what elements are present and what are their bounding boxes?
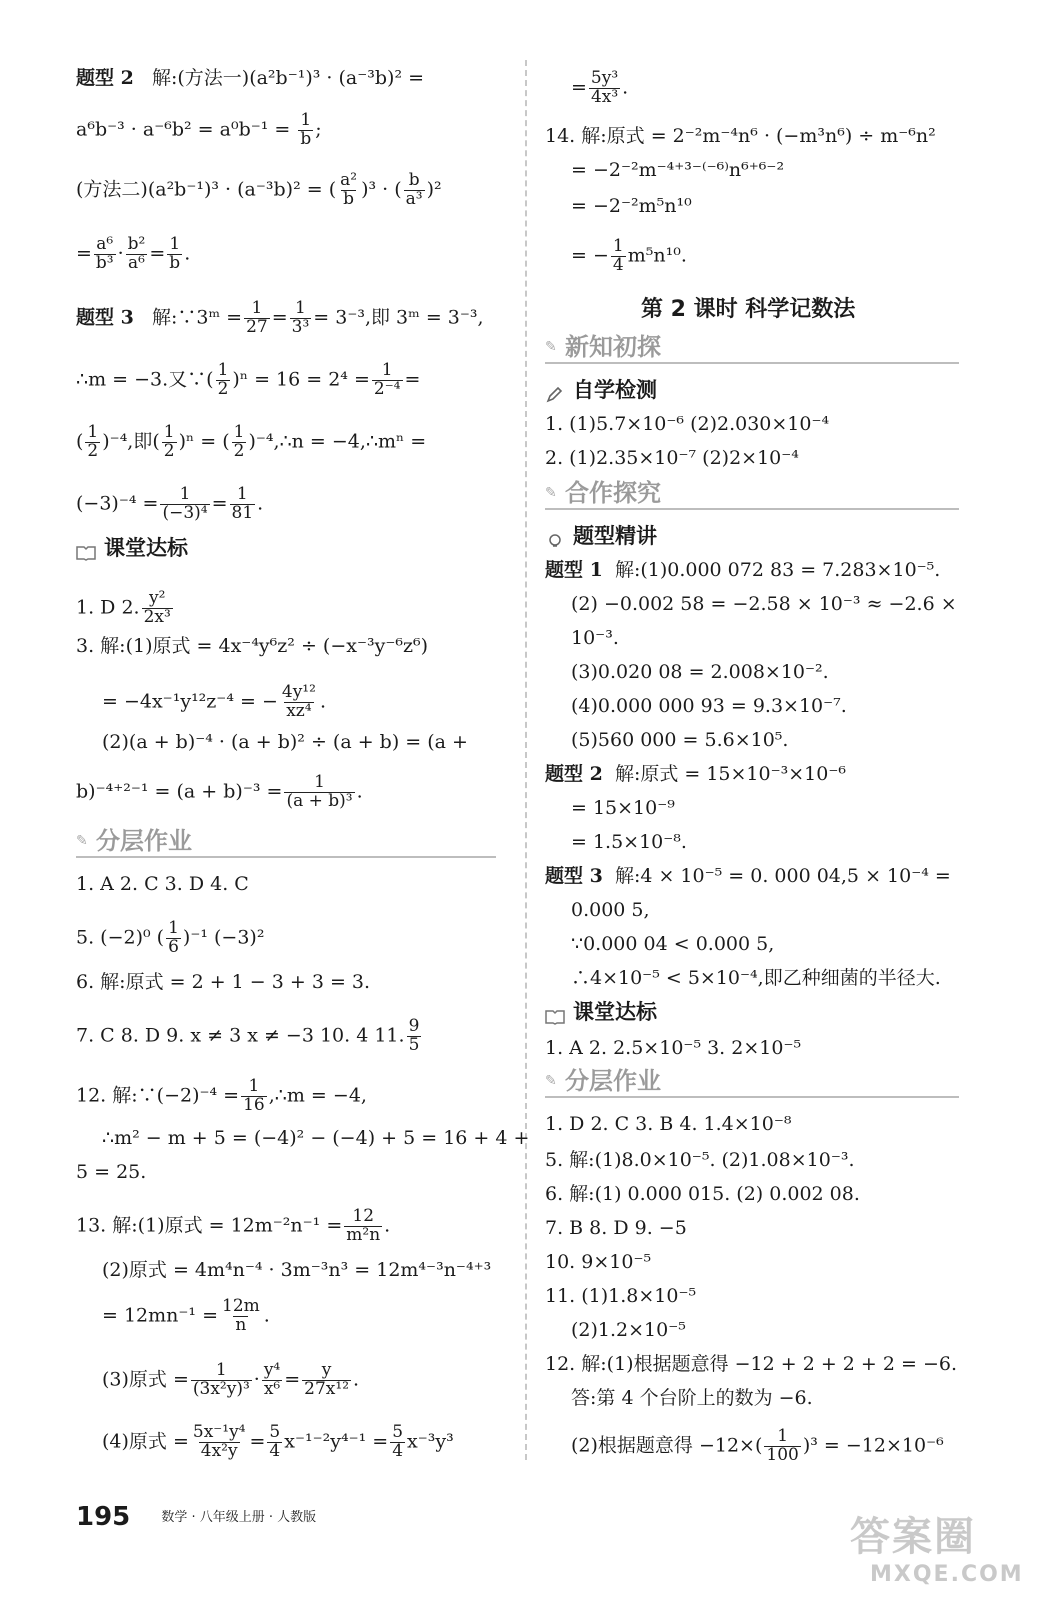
section-heading-tixing: 题型精讲 xyxy=(545,522,657,550)
answer-line: (4)0.000 000 93 = 9.3×10⁻⁷. xyxy=(571,695,847,717)
solution-text: a⁶b⁻³ · a⁻⁶b² = a⁰b⁻¹ = xyxy=(76,118,291,141)
answer-line: 答:第 4 个台阶上的数为 −6. xyxy=(571,1387,813,1409)
answer-line: (3)原式 = $\frac{1}{\text{(3x²y)³}}$ · $\frac{\text{y⁴}}{\text{x⁶}}$ = $\frac{y}{\text{27x¹²}}$ . xyxy=(102,1360,360,1399)
answer-line: 6. 解:原式 = 2 + 1 − 3 + 3 = 3. xyxy=(76,971,371,993)
section-heading-zixue: 自学检测 xyxy=(545,376,657,404)
pen-icon xyxy=(545,382,565,398)
answer-line: (3)0.020 08 = 2.008×10⁻². xyxy=(571,661,829,683)
book-subject: 数学 · 八年级上册 · 人教版 xyxy=(161,1510,317,1525)
answer-line: = 1.5×10⁻⁸. xyxy=(571,831,687,853)
answer-line: = 15×10⁻⁹ xyxy=(571,797,675,819)
fraction: $\frac{1}{2}$ xyxy=(163,422,175,461)
answer-line: 6. 解:(1) 0.000 015. (2) 0.002 08. xyxy=(545,1183,860,1205)
answer-line: 10⁻³. xyxy=(571,627,619,649)
answer-line: ∴4×10⁻⁵ < 5×10⁻⁴,即乙种细菌的半径大. xyxy=(571,967,941,989)
answer-line: 13. 解:(1)原式 = 12m⁻²n⁻¹ = $\frac{12}{\text{m²n}}$ . xyxy=(76,1206,391,1245)
fraction: $\frac{1}{4}$ xyxy=(612,236,624,275)
answer-line: (2)原式 = 4m⁴n⁻⁴ · 3m⁻³n³ = 12m⁴⁻³n⁻⁴⁺³ xyxy=(102,1259,492,1281)
answer-line: 3. 解:(1)原式 = 4x⁻⁴y⁶z² ÷ (−x⁻³y⁻⁶z⁶) xyxy=(76,635,429,657)
answer-line: 0.000 5, xyxy=(571,899,650,921)
answer-line: = 12mn⁻¹ = $\frac{12m}{n}$ . xyxy=(102,1296,270,1335)
book-icon xyxy=(76,540,96,556)
answer-line: (5)560 000 = 5.6×10⁵. xyxy=(571,729,789,751)
answer-line: 5. (−2)⁰ ( $\frac{1}{6}$ )⁻¹ (−3)² xyxy=(76,918,265,957)
fraction: $\frac{12}{\text{m²n}}$ xyxy=(346,1206,381,1245)
answer-line: 7. B 8. D 9. −5 xyxy=(545,1217,687,1239)
fraction: $\frac{5}{4}$ xyxy=(269,1422,281,1461)
fraction: $\frac{1}{16}$ xyxy=(243,1076,265,1115)
watermark xyxy=(850,1505,1024,1587)
fraction: $\frac{1}{\text{2⁻⁴}}$ xyxy=(373,360,401,399)
fraction: $\frac{1}{\text{(a + b)³}}$ xyxy=(286,772,353,811)
lesson-title: 第 2 课时 科学记数法 xyxy=(641,297,856,322)
answer-line: 题型 2 解:原式 = 15×10⁻³×10⁻⁶ xyxy=(545,763,846,785)
section-heading-fenceng: ✎ 分层作业 xyxy=(76,826,496,858)
pencil-icon: ✎ xyxy=(545,485,557,501)
fraction: $\frac{1}{\text{(−3)⁴}}$ xyxy=(162,484,208,523)
fraction: $\frac{1}{\text{3³}}$ xyxy=(291,298,310,337)
bulb-icon xyxy=(545,528,565,544)
answer-line: 题型 3 解:∵3ᵐ = $\frac{1}{27}$ = $\frac{1}{\text{3³}}$ = 3⁻³,即 3ᵐ = 3⁻³, xyxy=(76,298,484,337)
page-number: 195 xyxy=(76,1502,131,1532)
section-heading-ketang: 课堂达标 xyxy=(76,534,188,562)
fraction: $\frac{b}{\text{a³}}$ xyxy=(405,170,423,209)
section-heading-fenceng: ✎ 分层作业 xyxy=(545,1066,959,1098)
answer-line: (2)(a + b)⁻⁴ · (a + b)² ÷ (a + b) = (a + xyxy=(102,731,468,753)
page-footer xyxy=(76,1502,316,1532)
solution-text: 解:(方法一)(a²b⁻¹)³ · (a⁻³b)² = xyxy=(151,67,425,89)
watermark-url: MXQE.COM xyxy=(870,1562,1024,1587)
watermark-logo-text: 答案圈 xyxy=(850,1514,976,1560)
answer-line: ∵0.000 04 < 0.000 5, xyxy=(571,933,775,955)
fraction: $\frac{\text{5y³}}{\text{4x³}}$ xyxy=(590,68,619,107)
question-type-label: 题型 2 xyxy=(545,763,603,785)
answer-line: a⁶b⁻³ · a⁻⁶b² = a⁰b⁻¹ = $\frac{1}{b}$ ; xyxy=(76,110,322,149)
book-icon xyxy=(545,1004,565,1020)
section-heading-xinzhi: ✎ 新知初探 xyxy=(545,332,959,364)
fraction: $\frac{1}{2}$ xyxy=(87,422,99,461)
fraction: $\frac{\text{5x⁻¹y⁴}}{\text{4x²y}}$ xyxy=(192,1422,246,1461)
fraction: $\frac{1}{81}$ xyxy=(231,484,254,523)
answer-line: 1. A 2. C 3. D 4. C xyxy=(76,873,249,895)
fraction: $\frac{1}{2}$ xyxy=(233,422,245,461)
answer-line: (2) −0.002 58 = −2.58 × 10⁻³ ≈ −2.6 × xyxy=(571,593,957,615)
answer-line: = −4x⁻¹y¹²z⁻⁴ = − $\frac{\text{4y¹²}}{\text{xz⁴}}$ . xyxy=(102,682,326,721)
answer-line: b)⁻⁴⁺²⁻¹ = (a + b)⁻³ = $\frac{1}{\text{(a + b)³}}$ . xyxy=(76,772,363,811)
answer-line: 题型 1 解:(1)0.000 072 83 = 7.283×10⁻⁵. xyxy=(545,559,941,581)
pencil-icon: ✎ xyxy=(545,1073,557,1089)
answer-line: 2. (1)2.35×10⁻⁷ (2)2×10⁻⁴ xyxy=(545,447,799,469)
question-type-label: 题型 1 xyxy=(545,559,603,581)
fraction: $\frac{1}{6}$ xyxy=(168,918,179,957)
answer-line: = − $\frac{1}{4}$ m⁵n¹⁰. xyxy=(571,236,687,275)
answer-line: = −2⁻²m⁻⁴⁺³⁻⁽⁻⁶⁾n⁶⁺⁶⁻² xyxy=(571,159,785,181)
fraction: $\frac{5}{4}$ xyxy=(392,1422,404,1461)
fraction: $\frac{\text{y²}}{\text{2x³}}$ xyxy=(143,588,171,627)
answer-line: 10. 9×10⁻⁵ xyxy=(545,1251,652,1273)
fraction: $\frac{\text{y⁴}}{\text{x⁶}}$ xyxy=(263,1360,281,1399)
answer-line: = $\frac{\text{5y³}}{\text{4x³}}$ . xyxy=(571,68,629,107)
section-heading-ketang: 课堂达标 xyxy=(545,998,657,1026)
answer-line: (4)原式 = $\frac{\text{5x⁻¹y⁴}}{\text{4x²y}}$ = $\frac{5}{4}$ x⁻¹⁻²y⁴⁻¹ = $\frac{5}{4}$ x⁻³y³ xyxy=(102,1422,454,1461)
fraction: $\frac{1}{b}$ xyxy=(300,110,312,149)
answer-line: 5. 解:(1)8.0×10⁻⁵. (2)1.08×10⁻³. xyxy=(545,1149,855,1171)
fraction: $\frac{\text{a⁶}}{\text{b³}}$ xyxy=(95,234,114,273)
answer-line: (−3)⁻⁴ = $\frac{1}{\text{(−3)⁴}}$ = $\frac{1}{81}$ . xyxy=(76,484,264,523)
fraction: $\frac{1}{2}$ xyxy=(217,360,229,399)
answer-line: 7. C 8. D 9. x ≠ 3 x ≠ −3 10. 4 11. $\frac{9}{5}$ xyxy=(76,1016,420,1055)
fraction: $\frac{y}{\text{27x¹²}}$ xyxy=(304,1360,350,1399)
pencil-icon: ✎ xyxy=(545,339,557,355)
fraction: $\frac{\text{4y¹²}}{\text{xz⁴}}$ xyxy=(281,682,316,721)
answer-line: ∴m² − m + 5 = (−4)² − (−4) + 5 = 16 + 4 + xyxy=(102,1127,530,1149)
question-type-label: 题型 2 xyxy=(76,67,134,89)
answer-line: 12. 解:(1)根据题意得 −12 + 2 + 2 + 2 = −6. xyxy=(545,1353,958,1375)
answer-line: (2)根据题意得 −12×( $\frac{1}{100}$ )³ = −12×10⁻⁶ xyxy=(571,1426,944,1465)
fraction: $\frac{12m}{n}$ xyxy=(222,1296,260,1335)
fraction: $\frac{9}{5}$ xyxy=(408,1016,420,1055)
fraction: $\frac{1}{27}$ xyxy=(246,298,268,337)
answer-line: 1. (1)5.7×10⁻⁶ (2)2.030×10⁻⁴ xyxy=(545,413,830,435)
answer-line: 11. (1)1.8×10⁻⁵ xyxy=(545,1285,697,1307)
answer-line xyxy=(76,66,424,90)
answer-line: 1. A 2. 2.5×10⁻⁵ 3. 2×10⁻⁵ xyxy=(545,1037,802,1059)
section-heading-hezuo: ✎ 合作探究 xyxy=(545,478,959,510)
answer-line: = $\frac{\text{a⁶}}{\text{b³}}$ · $\frac{\text{b²}}{\text{a⁶}}$ = $\frac{1}{b}$ . xyxy=(76,234,191,273)
answer-line: ( $\frac{1}{2}$ )⁻⁴,即( $\frac{1}{2}$ )ⁿ = ( $\frac{1}{2}$ )⁻⁴,∴n = −4,∴mⁿ = xyxy=(76,422,427,461)
answer-line: ∴m = −3.又∵( $\frac{1}{2}$ )ⁿ = 16 = 2⁴ = $\frac{1}{\text{2⁻⁴}}$ = xyxy=(76,360,421,399)
answer-line: 5 = 25. xyxy=(76,1161,147,1183)
fraction: $\frac{\text{b²}}{\text{a⁶}}$ xyxy=(127,234,146,273)
question-type-label: 题型 3 xyxy=(545,865,603,887)
answer-line: 1. D 2. C 3. B 4. 1.4×10⁻⁸ xyxy=(545,1113,792,1135)
answer-line: (2)1.2×10⁻⁵ xyxy=(571,1319,686,1341)
answer-line: 14. 解:原式 = 2⁻²m⁻⁴n⁶ · (−m³n⁶) ÷ m⁻⁶n² xyxy=(545,125,936,147)
answer-line: = −2⁻²m⁵n¹⁰ xyxy=(571,195,692,217)
fraction: $\frac{1}{b}$ xyxy=(169,234,181,273)
solution-text: (方法二)(a²b⁻¹)³ · (a⁻³b)² = ( xyxy=(76,178,337,201)
pencil-icon: ✎ xyxy=(76,833,88,849)
fraction: $\frac{1}{100}$ xyxy=(766,1426,799,1465)
fraction: $\frac{\text{a²}}{b}$ xyxy=(340,170,358,209)
answer-line: 题型 3 解:4 × 10⁻⁵ = 0. 000 04,5 × 10⁻⁴ = xyxy=(545,865,951,887)
answer-line: 1. D 2. $\frac{\text{y²}}{\text{2x³}}$ xyxy=(76,588,171,627)
question-type-label: 题型 3 xyxy=(76,306,134,329)
answer-line: (方法二)(a²b⁻¹)³ · (a⁻³b)² = ( $\frac{\text{a²}}{b}$ )³ · ( $\frac{b}{\text{a³}}$ )² xyxy=(76,170,442,209)
fraction: $\frac{1}{\text{(3x²y)³}}$ xyxy=(192,1360,250,1399)
answer-line: 12. 解:∵(−2)⁻⁴ = $\frac{1}{16}$ ,∴m = −4, xyxy=(76,1076,367,1115)
column-divider xyxy=(525,60,527,1460)
